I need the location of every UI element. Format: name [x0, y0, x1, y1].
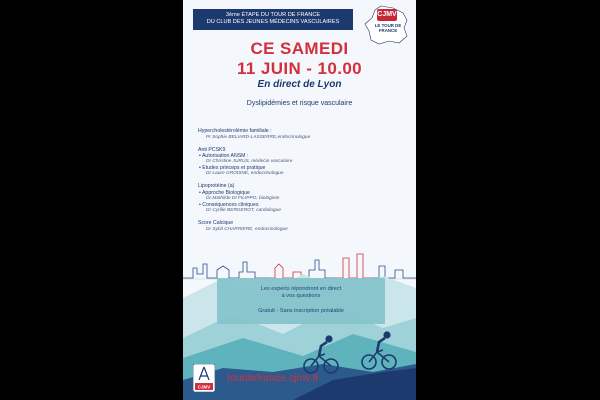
- banner-line-1: 3ème ÉTAPE DU TOUR DE FRANCE: [225, 12, 321, 18]
- program-section: [198, 183, 408, 214]
- bullet-item: • Autorisation ANSM :: [199, 153, 249, 159]
- section-heading: Score Calcique: [198, 220, 234, 227]
- program-list: [198, 128, 408, 239]
- program-section: [198, 220, 408, 233]
- speaker-name: Dr Mathilde DI FILIPPO, biologiste: [206, 196, 280, 202]
- event-poster: [183, 0, 416, 400]
- info-line-2: à vos questions: [281, 293, 321, 299]
- speaker-name: Dr Sybil CHARRIERE, endocrinologue: [206, 226, 288, 232]
- info-box: [217, 278, 385, 324]
- speaker-name: Dr Laure GROISNE, endocrinologue: [206, 171, 284, 177]
- stage-banner: [193, 9, 353, 30]
- headline-location: En direct de Lyon: [257, 79, 342, 90]
- bullet-item: • Etudes princeps et pratique: [199, 165, 266, 172]
- info-line-1: Les experts répondront en direct: [260, 286, 342, 292]
- tour-de-france-label: LE TOUR DE FRANCE: [374, 23, 402, 33]
- cjmv-logo-icon: [193, 364, 215, 392]
- website-link[interactable]: tourdefrance.cjmv.fr: [227, 372, 320, 384]
- section-heading: Anti PCSK9: [198, 146, 226, 153]
- headline-date-time: 11 JUIN - 10.00: [236, 59, 363, 78]
- footer-logo-text: CJMV: [197, 384, 211, 390]
- section-heading: Lipoprotéine (a): [198, 183, 235, 190]
- speaker-name: Dr Cyrille BERGEROT, cardiologue: [206, 208, 281, 214]
- info-line-3: Gratuit - Sans inscription préalable: [258, 308, 344, 314]
- session-topic: Dyslipidémies et risque vasculaire: [246, 100, 353, 107]
- speaker-name: Pr Sophie BELIARD-LASSERRE,endocrinologue: [206, 134, 311, 140]
- program-section: [198, 128, 408, 141]
- cjmv-logo: CJMV: [377, 9, 397, 21]
- program-section: [198, 147, 408, 178]
- speaker-name: Dr Christine JURUS, médecin vasculaire: [206, 159, 293, 165]
- section-heading: Hypercholestérolémie familiale :: [198, 128, 272, 134]
- banner-line-2: DU CLUB DES JEUNES MÉDECINS VASCULAIRES: [206, 19, 340, 25]
- bullet-item: • Approche Biologique: [199, 189, 250, 196]
- bullet-item: • Conséquences cliniques: [199, 202, 259, 209]
- headline-day: CE SAMEDI: [250, 39, 349, 58]
